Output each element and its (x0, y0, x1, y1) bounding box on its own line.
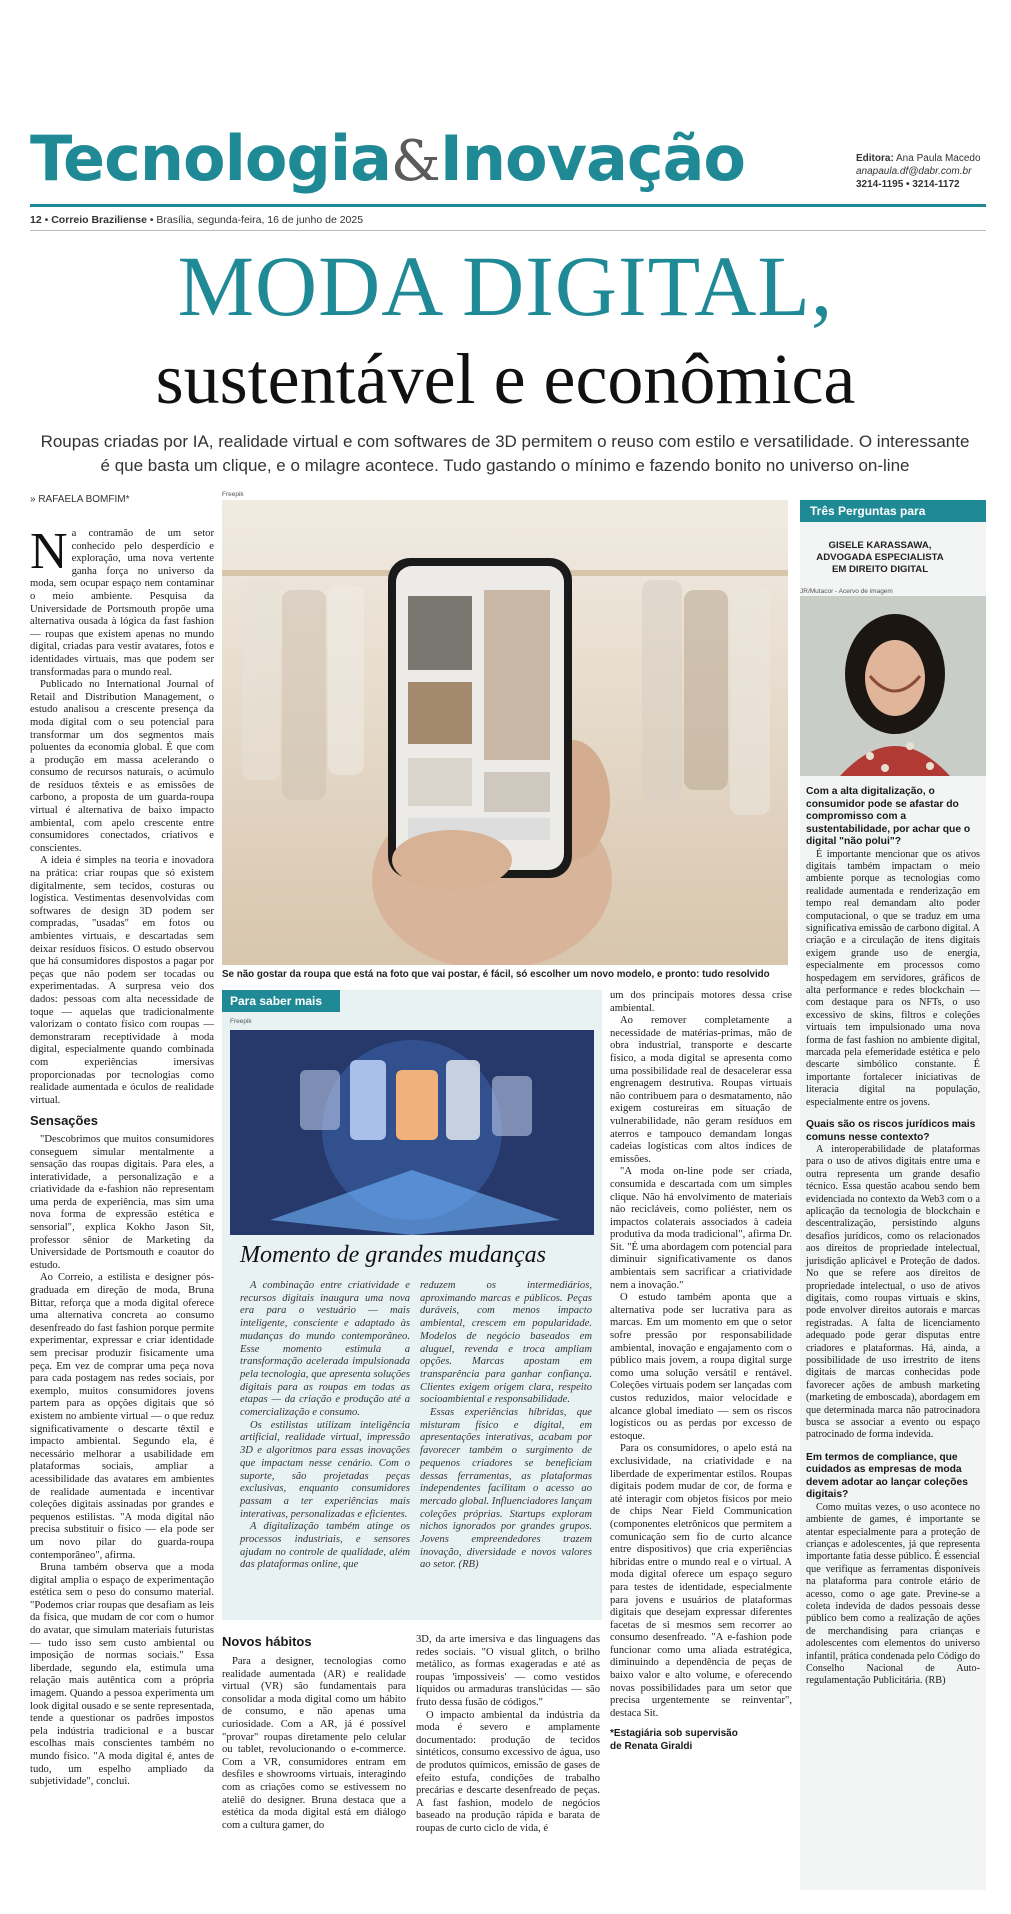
tablet-hologram-illustration (230, 1030, 594, 1235)
interview-question: Quais são os riscos jurídicos mais comuns nesse contexto? (806, 1119, 976, 1143)
portrait-credit: JR/Mutacor - Acervo de imagem (800, 588, 893, 595)
subhead: Roupas criadas por IA, realidade virtual e com softwares de 3D permitem o reuso com estilo e versatilidade. O interessante é que basta um clique, e o milagre acontece. Tudo gastando o mínimo e fazendo bonito no universo on-line (40, 432, 970, 475)
dropcap: N (30, 523, 68, 580)
paragraph: Para a designer, tecnologias como realidade aumentada (AR) e realidade virtual (VR) são fundamentais para consolidar a moda digital como um hábito de consumo, e não apenas uma curiosidade. Com a AR, já é possível "provar" roupas diretamente pelo celular ou tablet, revolucionando o e-commerce. Com a VR, consumidores entram em desfiles e showrooms virtuais, interagindo com as criações como se estivessem no ateliê do designer. Bruna destaca que a estética da moda digital está em diálogo com a cultura gamer, do (222, 1656, 406, 1831)
interview-answer: Como muitas vezes, o uso acontece no ambiente de games, é importante se atentar especialmente para a proteção de crianças e adolescentes, já que representa importante fatia desse público. É essencial que verifique as ferramentas disponíveis na plataforma para controle etário de acesso, como o age gate. Previne-se a coleta indevida de dados pessoais desse público bem como a realização de ações de merchandising para crianças e adolescentes com elementos do universo infantil, prática condenada pelo Código do Conselho Nacional de Auto-regulamentação Publicitária. (RB) (806, 1501, 980, 1687)
paragraph: "A moda on-line pode ser criada, consumida e descartada com um simples clique. Não há envolvimento de materiais não recicláveis, como poliéster, nem os impactos colaterais associados à cadeia produtiva da moda tradicional", afirma Dr. Sit. "É uma abordagem com potencial para diminuir significativamente os danos ambientais sem sacrificar a criatividade nem a inovação." (610, 1166, 792, 1291)
paragraph: "Descobrimos que muitos consumidores conseguem simular mentalmente a sensação das roupas digitais. Para eles, a interatividade, a personalização e a criatividade da e-fashion não representam uma perda de experiência, mas sim uma nova forma de expressão estética e sensorial", explica Kokho Jason Sit, professor sênior de Marketing da Universidade de Portsmouth e coautor do estudo. (30, 1133, 214, 1271)
paragraph: Publicado no International Journal of Retail and Distribution Management, o estudo analisou a crescente presença da moda digital com o seu potencial para transformar um dos segmentos mais poluentes da economia global. É que com a produção em massa acelerando o consumo de recursos naturais, o acúmulo de resíduos têxteis e as emissões de carbono, a proposta de um guarda-roupa virtual é alternativa de baixo impacto ambiental, com apelo crescente entre consumidores conectados, criativos e conscientes. (30, 679, 214, 854)
interview-answer: É importante mencionar que os ativos digitais também impactam o meio ambiente porque as tecnologias como realidade aumentada e renderização em tempo real demandam alto poder computacional, o que se traduz em uma significativa emissão de carbono digital. A criação e a circulação de itens digitais exigem grande uso de energia, especialmente em processos como hospedagem em servidores, gráficos de alta performance e redes blockchain — com destaque para os NFTs, o uso excessivo de skins, filtros e coleções virtuais tem impulsionado uma nova forma de fast fashion no ambiente digital, marcada pela efemeridade estética e pelo descarte simbólico constante. É importante fortalecer iniciativas de literacia digital na população, especialmente entre os jovens. (806, 848, 980, 1108)
interview-question: Com a alta digitalização, o consumidor pode se afastar do compromisso com a sustentabilidade, por achar que o digital "não polui"? (806, 786, 971, 847)
main-photo (222, 500, 788, 965)
section-title-amp: & (390, 129, 440, 194)
paragraph: um dos principais motores dessa crise ambiental. (610, 990, 792, 1014)
paragraph: A ideia é simples na teoria e inovadora na prática: criar roupas que só existem digitalmente, sem tecidos, costuras ou logística. Vestimentas desenvolvidas com softwares de design 3D podem ser compradas, "usadas" em fotos ou ambientes virtuais, e descartadas sem deixar resíduos físicos. O estudo observou que há consumidores dispostos a pagar por peças que não podem ser tocadas ou experimentadas. A surpresa veio dos dados: pessoas com alta necessidade de toque — aquelas que tradicionalmente valorizam o contato físico com roupas — demonstraram receptividade à moda digital, especialmente quando combinada com experiências imersivas proporcionadas por tecnologias como realidade aumentada e óculos de realidade virtual. (30, 855, 214, 1106)
article-column-1 (30, 523, 214, 1789)
interviewee-name-line: EM DIREITO DIGITAL (831, 564, 929, 575)
interviewee-portrait (800, 596, 986, 776)
signature-line: *Estagiária sob supervisão (610, 1728, 738, 1740)
section-title-b: Inovação (439, 122, 746, 195)
editor-phones: 3214-1195 • 3214-1172 (856, 179, 960, 190)
portrait-illustration (800, 596, 986, 776)
photo-caption: Se não gostar da roupa que está na foto que vai postar, é fácil, só escolher um novo modelo, e pronto: tudo resolvido (222, 969, 770, 980)
signature-line: de Renata Giraldi (610, 1741, 693, 1753)
editor-label: Editora: (856, 153, 894, 164)
subheading-novos-habitos: Novos hábitos (222, 1634, 312, 1649)
phone-shopping-illustration (222, 500, 788, 965)
interviewee-name-line: GISELE KARASSAWA, (828, 540, 932, 551)
subheading-sensacoes: Sensações (30, 1113, 98, 1129)
paragraph: Os estilistas utilizam inteligência artificial, realidade virtual, impressão 3D e algoritmos para essas inovações que impactam nesse cenário. Com o suporte, são projetadas peças exclusivas, enquanto consumidores passam a ter experiências mais interativas, personalizadas e eficientes. (240, 1419, 410, 1520)
box-label: Para saber mais (222, 990, 340, 1012)
dateline-rule (30, 230, 986, 231)
paragraph: a contramão de um setor conhecido pelo desperdício e exploração, uma nova vertente ganha força no universo da moda, sem ocupar espaço nem contaminar o meio ambiente. Pesquisa da Universidade de Portsmouth propõe uma alternativa ousada à lógica da fast fashion — roupas que existem apenas no mundo digital, criadas para vestir avatares, fotos e identidades virtuais, mas que podem ser transformadas para o mundo real. (30, 528, 214, 678)
article-column-3 (416, 1634, 600, 1836)
section-title-a: Tecnologia (30, 122, 391, 195)
paragraph: Essas experiências híbridas, que misturam físico e digital, em apresentações interativas, acabam por favorecer também o surgimento de pequenos criadores se beneficiam dessas ferramentas, as plataformas independentes facilitam o acesso ao mercado global. Influenciadores lançam coleções próprias. Startups exploram nichos ignorados por grandes grupos. Jovens empreendedores trazem inovação, diversidade e novos valores ao setor. (RB) (420, 1407, 592, 1571)
paragraph: Bruna também observa que a moda digital amplia o espaço de experimentação estética sem o peso do consumo material. "Podemos criar roupas que desafiam as leis da física, que mudam de cor com o humor do avatar, que simulam materiais futuristas — tudo isso sem custo ambiental ou imposição de normas sociais." Essa liberdade, segundo ela, estimula uma relação mais autêntica com a própria imagem. Quando a pessoa experimenta um look digital ousado e se sente representada, tende a questionar os padrões impostos pela indústria tradicional e a buscar escolhas mais conscientes também no mundo físico. "A moda digital é, antes de tudo, um espelho ampliado da subjetividade", conclui. (30, 1562, 214, 1788)
paper-name: Correio Braziliense (51, 214, 147, 226)
box-text-left (240, 1280, 410, 1572)
paragraph: Para os consumidores, o apelo está na exclusividade, na criatividade e na liberdade de experimentar estilos. Roupas digitais podem mudar de cor, de forma e até interagir com objetos físicos por meio de chips Near Field Communication (componentes eletrônicos que permitem a comunicação sem fio de curto alcance entre dispositivos) que cria experiências híbridas entre o mundo real e o virtual. A moda digital oferece um espaço seguro para testes de identidade, especialmente para jovens e usuários de plataformas digitais que desejam expressar diferentes facetas de si mesmos sem recorrer ao consumo desenfreado. "A e-fashion pode funcionar como uma aliada estratégica, diminuindo a dependência de peças de baixo valor e alto volume, e oferecendo novas possibilidades para um setor que precisa urgentemente se reinventar", destaca Sit. (610, 1443, 792, 1719)
section-title (30, 124, 745, 197)
dateline: 12 • Correio Braziliense • Brasília, segunda-feira, 16 de junho de 2025 (30, 214, 364, 226)
masthead-rule (30, 204, 986, 207)
headline-line1: MODA DIGITAL, (177, 238, 834, 334)
interview-question: Em termos de compliance, que cuidados as empresas de moda devem adotar ao lançar coleções digitais? (806, 1451, 968, 1501)
paragraph: 3D, da arte imersiva e das linguagens das redes sociais. "O visual glitch, o brilho metálico, as formas exageradas e até as roupas 'impossíveis' — como vestidos líquidos ou armaduras translúcidas — são fruto dessa fusão de códigos." (416, 1634, 600, 1708)
byline: » RAFAELA BOMFIM* (30, 494, 130, 505)
interview-text (806, 786, 980, 1688)
photo-credit: Freepik (222, 491, 244, 498)
interview-answer: A interoperabilidade de plataformas para o uso de ativos digitais entre uma e outra representa um grande desafio técnico. Essa questão acabou sendo bem evidenciada no contexto da Web3 com o a aplicação da tecnologia de blockchain e descentralização, persistindo alguns desafios jurídicos, como os relacionados aos direitos de propriedade intelectual, jurisdição aplicável e Proteção de dados. No que se refere aos direitos de propriedade intelectual, o uso de ativos digitais, como roupas virtuais e skins, pode envolver direitos autorais e marcas registradas. A falta de licenciamento adequado pode gerar disputas entre criadores e plataformas. Há, ainda, a possibilidade de uso irrestrito de itens digitais de marcas conhecidas pode favorecer ações de ambush marketing (marketing de emboscada), abordagem em que determinada marca não patrocinadora busca se associar a evento ou espaço patrocinado de forma indevida. (806, 1144, 980, 1441)
box-photo-credit: Freepik (230, 1018, 252, 1025)
paragraph: O impacto ambiental da indústria da moda é severo e amplamente documentado: produção de tecidos sintéticos, consumo excessivo de água, uso de produtos químicos, emissão de gases de efeito estufa, condições de trabalho precárias e descarte desenfreado de peças. A fast fashion, modelo de negócios baseado na produção rápida e barata de roupas de curto ciclo de vida, é (416, 1709, 600, 1834)
box-photo (230, 1030, 594, 1235)
paragraph: Ao Correio, a estilista e designer pós-graduada em direção de moda, Bruna Bittar, reforça que a moda digital oferece uma alternativa concreta ao consumo desenfreado do fast fashion porque permite experimentar, expressar e criar identidade sem precisar produzir fisicamente uma peça. Em vez de comprar uma peça nova para cada postagem nas redes sociais, por exemplo, muitos consumidores jovens partem para as opções digitais que só existem no ambiente virtual — o que reduz significativamente o descarte têxtil e impacto ambiental. Segundo ela, é necessário melhorar a usabilidade em plataformas sociais, ampliar a acessibilidade das avatares em ambientes de realidade aumentada e incentivar coleções digitais assinadas por grandes e pequenos estilistas. "A moda digital não precisa substituir o físico — ela pode ser um novo pilar do guarda-roupa contemporâneo", afirma. (30, 1272, 214, 1561)
paragraph: Ao remover completamente a necessidade de matérias-primas, mão de obra industrial, transporte e descarte físico, a moda digital se apresenta como uma possibilidade real de desacelerar essa engrenagem destrutiva. Roupas virtuais não contribuem para o desmatamento, não exigem costureiras em situação de vulnerabilidade, não geram resíduos em aterros e tampouco demandam longas cadeias logísticas com altos índices de emissões. (610, 1015, 792, 1165)
masthead (30, 124, 980, 204)
interviewee-name (800, 540, 986, 576)
date-text: • Brasília, segunda-feira, 16 de junho de 2025 (149, 214, 364, 226)
paragraph: A combinação entre criatividade e recursos digitais inaugura uma nova era para o vestuário — mais inteligente, consciente e adaptado às mudanças do mundo contemporâneo. Esse momento estimula a transformação acelerada impulsionada pela tecnologia, que apresenta soluções digitais para as roupas em todas as etapas — da criação e produção até a comercialização e consumo. (240, 1280, 410, 1419)
editor-box (856, 152, 1011, 191)
article-column-2 (222, 1656, 406, 1832)
editor-name: Ana Paula Macedo (896, 153, 981, 164)
paragraph: O estudo também aponta que a alternativa pode ser lucrativa para as marcas. Em um momento em que o setor sofre pressão por responsabilidade ambiental, inovação e engajamento com o público mais jovem, a roupa digital surge como uma solução versátil e rentável. Coleções virtuais podem ser lançadas com custos reduzidos, maior velocidade e alcance global imediato — sem os riscos logísticos ou as perdas por excesso de estoque. (610, 1292, 792, 1442)
article-column-4 (610, 990, 792, 1754)
box-title: Momento de grandes mudanças (240, 1242, 546, 1268)
interviewee-name-line: ADVOGADA ESPECIALISTA (816, 552, 944, 563)
headline-line2: sustentável e econômica (155, 339, 856, 419)
interview-header: Três Perguntas para (800, 500, 986, 522)
paragraph: A digitalização também atinge os processos industriais, e sensores ajudam no controle de qualidade, além das plataformas online, que (240, 1521, 410, 1571)
paragraph: reduzem os intermediários, aproximando marcas e públicos. Peças duráveis, com menos impacto ambiental, crescem em popularidade. Modelos de negócio baseados em aluguel, revenda e troca ampliam opções. Marcas apostam em transparência para ganhar confiança. Clientes exigem origem clara, respeito socioambiental e responsabilidade. (420, 1280, 592, 1406)
box-text-right (420, 1280, 592, 1572)
editor-email[interactable]: anapaula.df@dabr.com.br (856, 166, 972, 177)
page-number: 12 (30, 214, 42, 226)
